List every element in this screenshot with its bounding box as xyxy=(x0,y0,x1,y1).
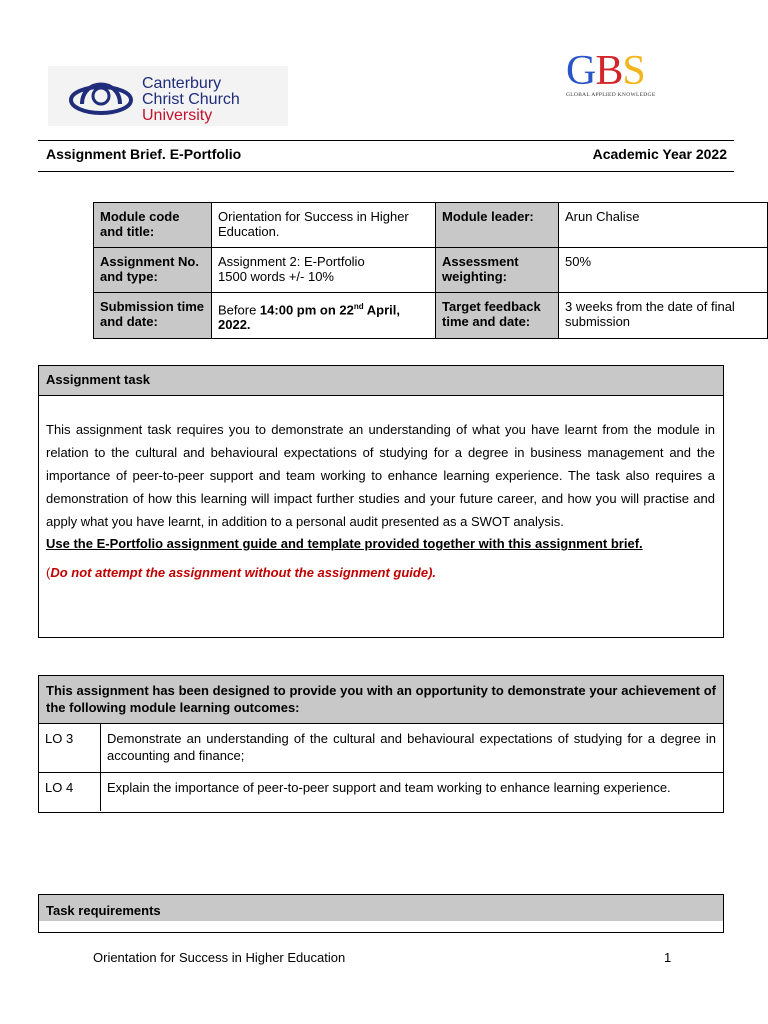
feedback-label: Target feedback time and date: xyxy=(436,293,559,339)
gbs-letter-b: B xyxy=(595,48,623,94)
warning-open-paren: ( xyxy=(46,565,51,580)
task-requirements-section xyxy=(38,894,724,933)
table-row xyxy=(94,293,768,339)
submission-label: Submission time and date: xyxy=(94,293,212,339)
assignment-label: Assignment No. and type: xyxy=(94,248,212,293)
feedback-value: 3 weeks from the date of final submission xyxy=(559,293,768,339)
assignment-guide-note: Use the E-Portfolio assignment guide and template provided together with this assignment brief. xyxy=(46,536,643,551)
warning-text: Do not attempt the assignment without the assignment guide). xyxy=(50,565,437,580)
learning-outcome-row xyxy=(39,773,723,811)
learning-outcome-text: Explain the importance of peer-to-peer support and team working to enhance learning experience. xyxy=(107,780,671,795)
gbs-tagline: GLOBAL APPLIED KNOWLEDGE xyxy=(566,92,656,98)
header-rule-top xyxy=(38,140,734,141)
gbs-letter-s: S xyxy=(622,48,645,94)
submission-ordinal: nd xyxy=(353,302,364,311)
learning-outcome-row xyxy=(39,724,723,773)
gbs-letter-g: G xyxy=(566,48,596,94)
learning-outcome-code: LO 4 xyxy=(39,773,101,811)
table-row xyxy=(94,203,768,248)
page-number: 1 xyxy=(664,950,672,965)
gbs-logo xyxy=(566,50,676,102)
cccu-logo xyxy=(48,66,288,126)
module-info-table xyxy=(93,202,768,339)
assignment-warning xyxy=(46,561,715,584)
module-title: Orientation for Success in Higher Education. xyxy=(212,203,436,248)
cccu-name-line3: University xyxy=(142,107,213,124)
assignment-task-heading: Assignment task xyxy=(39,366,723,396)
page-title: Assignment Brief. E-Portfolio xyxy=(46,146,242,162)
submission-prefix: Before xyxy=(218,302,260,318)
module-leader-label: Module leader: xyxy=(436,203,559,248)
assignment-type xyxy=(212,248,436,293)
assignment-type-line1: Assignment 2: E-Portfolio xyxy=(218,254,365,269)
academic-year: Academic Year 2022 xyxy=(592,146,727,162)
learning-outcome-text: Demonstrate an understanding of the cultural and behavioural expectations of studying for a degree in accounting and finance; xyxy=(107,731,716,763)
learning-outcome-code: LO 3 xyxy=(39,724,101,772)
header-rule-bottom xyxy=(38,171,734,172)
learning-outcomes-heading: This assignment has been designed to provide you with an opportunity to demonstrate your achievement of the following module learning outcomes: xyxy=(39,676,723,724)
assignment-task-body: This assignment task requires you to demonstrate an understanding of what you have learnt from the module in relation to the cultural and behavioural expectations of studying for a degree in business management and the importance of peer-to-peer support and team working to enhance learning experience. The task also requires a demonstration of how this learning will impact further studies and your future career, and how you will practise and apply what you have learnt, in addition to a personal audit presented as a SWOT analysis. xyxy=(46,422,715,529)
module-leader: Arun Chalise xyxy=(559,203,768,248)
weighting-label: Assessment weighting: xyxy=(436,248,559,293)
cccu-name-line1: Canterbury xyxy=(142,75,222,92)
submission-date xyxy=(212,293,436,339)
task-requirements-heading: Task requirements xyxy=(39,895,723,921)
weighting-value: 50% xyxy=(559,248,768,293)
footer-title: Orientation for Success in Higher Education xyxy=(93,950,346,965)
table-row xyxy=(94,248,768,293)
submission-date-suffix: April, 2022. xyxy=(218,302,400,333)
assignment-word-count: 1500 words +/- 10% xyxy=(218,269,334,284)
cccu-name-line2: Christ Church xyxy=(142,91,240,108)
assignment-task-section xyxy=(38,365,724,638)
learning-outcomes-section xyxy=(38,675,724,813)
cccu-emblem-icon xyxy=(62,74,140,120)
submission-time: 14:00 pm on 22 xyxy=(259,302,354,318)
module-code-label: Module code and title: xyxy=(94,203,212,248)
